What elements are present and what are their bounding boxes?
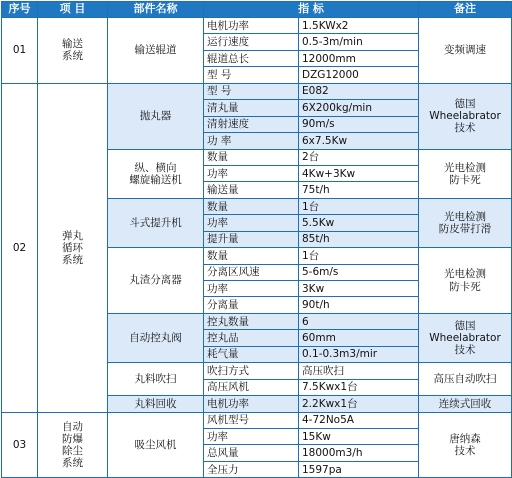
spec-label: 功率: [204, 165, 299, 181]
spec-value: E082: [299, 83, 419, 99]
spec-value: 5.5Kw: [299, 215, 419, 231]
spec-label: 电机功率: [204, 18, 299, 34]
part-name: 纵、横向 螺旋输送机: [108, 149, 204, 198]
spec-value: 75t/h: [299, 182, 419, 198]
header-note: 备注: [419, 2, 512, 18]
spec-value: 1台: [299, 198, 419, 214]
spec-value: 1台: [299, 248, 419, 264]
spec-value: 18000m3/h: [299, 445, 419, 461]
section-project: 弹丸 循环 系统: [38, 83, 108, 412]
spec-label: 全压力: [204, 461, 299, 477]
spec-value: 0.5-3m/min: [299, 34, 419, 50]
table-row: [2, 83, 512, 99]
part-name: 抛丸器: [108, 83, 204, 149]
header-project: 项 目: [38, 2, 108, 18]
section-number: 01: [2, 18, 38, 84]
part-name: 输送辊道: [108, 18, 204, 84]
spec-label: 功率: [204, 428, 299, 444]
spec-value: 0.1-0.3m3/mir: [299, 346, 419, 362]
part-note: 光电检测 防皮带打滑: [419, 198, 512, 247]
part-note: 德国 Wheelabrator 技术: [419, 83, 512, 149]
spec-value: 4-72No5A: [299, 412, 419, 428]
section-number: 03: [2, 412, 38, 478]
spec-value: 3Kw: [299, 281, 419, 297]
spec-label: 电机功率: [204, 396, 299, 412]
part-name: 自动控丸阀: [108, 313, 204, 362]
spec-value: 1597pa: [299, 461, 419, 477]
part-note: 光电检测 防卡死: [419, 248, 512, 314]
spec-label: 功率: [204, 281, 299, 297]
spec-value: 12000mm: [299, 50, 419, 66]
spec-value: 90t/h: [299, 297, 419, 313]
spec-value: 4Kw+3Kw: [299, 165, 419, 181]
table-row: [2, 18, 512, 34]
part-note: 光电检测 防卡死: [419, 149, 512, 198]
part-name: 丸渣分离器: [108, 248, 204, 314]
spec-value: 6X200kg/min: [299, 100, 419, 116]
spec-label: 型 号: [204, 83, 299, 99]
spec-label: 提升量: [204, 231, 299, 247]
part-note: 唐纳森 技术: [419, 412, 512, 478]
part-note: 德国 Wheelabrator 技术: [419, 313, 512, 362]
header-spec: 指 标: [204, 2, 419, 18]
spec-value: 7.5Kwx1台: [299, 379, 419, 395]
spec-label: 辊道总长: [204, 50, 299, 66]
spec-label: 吹扫方式: [204, 363, 299, 379]
spec-label: 数量: [204, 248, 299, 264]
part-note: 连续式回收: [419, 396, 512, 412]
spec-value: 60mm: [299, 330, 419, 346]
section-number: 02: [2, 83, 38, 412]
part-note: 变频调速: [419, 18, 512, 84]
spec-label: 风机型号: [204, 412, 299, 428]
spec-value: 6x7.5Kw: [299, 133, 419, 149]
spec-label: 控丸品: [204, 330, 299, 346]
spec-label: 数量: [204, 149, 299, 165]
spec-label: 输送量: [204, 182, 299, 198]
spec-label: 总风量: [204, 445, 299, 461]
spec-value: 2台: [299, 149, 419, 165]
spec-label: 清射速度: [204, 116, 299, 132]
section-project: 自动 防爆 除尘 系统: [38, 412, 108, 478]
spec-value: 6: [299, 313, 419, 329]
spec-label: 运行速度: [204, 34, 299, 50]
spec-value: 15Kw: [299, 428, 419, 444]
spec-value: 90m/s: [299, 116, 419, 132]
spec-label: 高压风机: [204, 379, 299, 395]
header-row: [2, 2, 512, 18]
header-no: 序号: [2, 2, 38, 18]
spec-label: 清丸量: [204, 100, 299, 116]
header-part: 部件名称: [108, 2, 204, 18]
spec-value: 5-6m/s: [299, 264, 419, 280]
spec-value: 85t/h: [299, 231, 419, 247]
spec-label: 耗气量: [204, 346, 299, 362]
section-project: 输送 系统: [38, 18, 108, 84]
spec-table: [1, 1, 512, 478]
table-row: [2, 412, 512, 428]
spec-label: 功率: [204, 215, 299, 231]
spec-value: 1.5KWx2: [299, 18, 419, 34]
part-name: 吸尘风机: [108, 412, 204, 478]
spec-label: 控丸数量: [204, 313, 299, 329]
spec-label: 功 率: [204, 133, 299, 149]
part-note: 高压自动吹扫: [419, 363, 512, 396]
spec-value: 2.2Kwx1台: [299, 396, 419, 412]
part-name: 斗式提升机: [108, 198, 204, 247]
spec-value: 高压吹扫: [299, 363, 419, 379]
part-name: 丸料回收: [108, 396, 204, 412]
spec-value: DZG12000: [299, 67, 419, 83]
part-name: 丸料吹扫: [108, 363, 204, 396]
spec-label: 分离量: [204, 297, 299, 313]
spec-label: 分离区风速: [204, 264, 299, 280]
spec-label: 型 号: [204, 67, 299, 83]
spec-label: 数量: [204, 198, 299, 214]
